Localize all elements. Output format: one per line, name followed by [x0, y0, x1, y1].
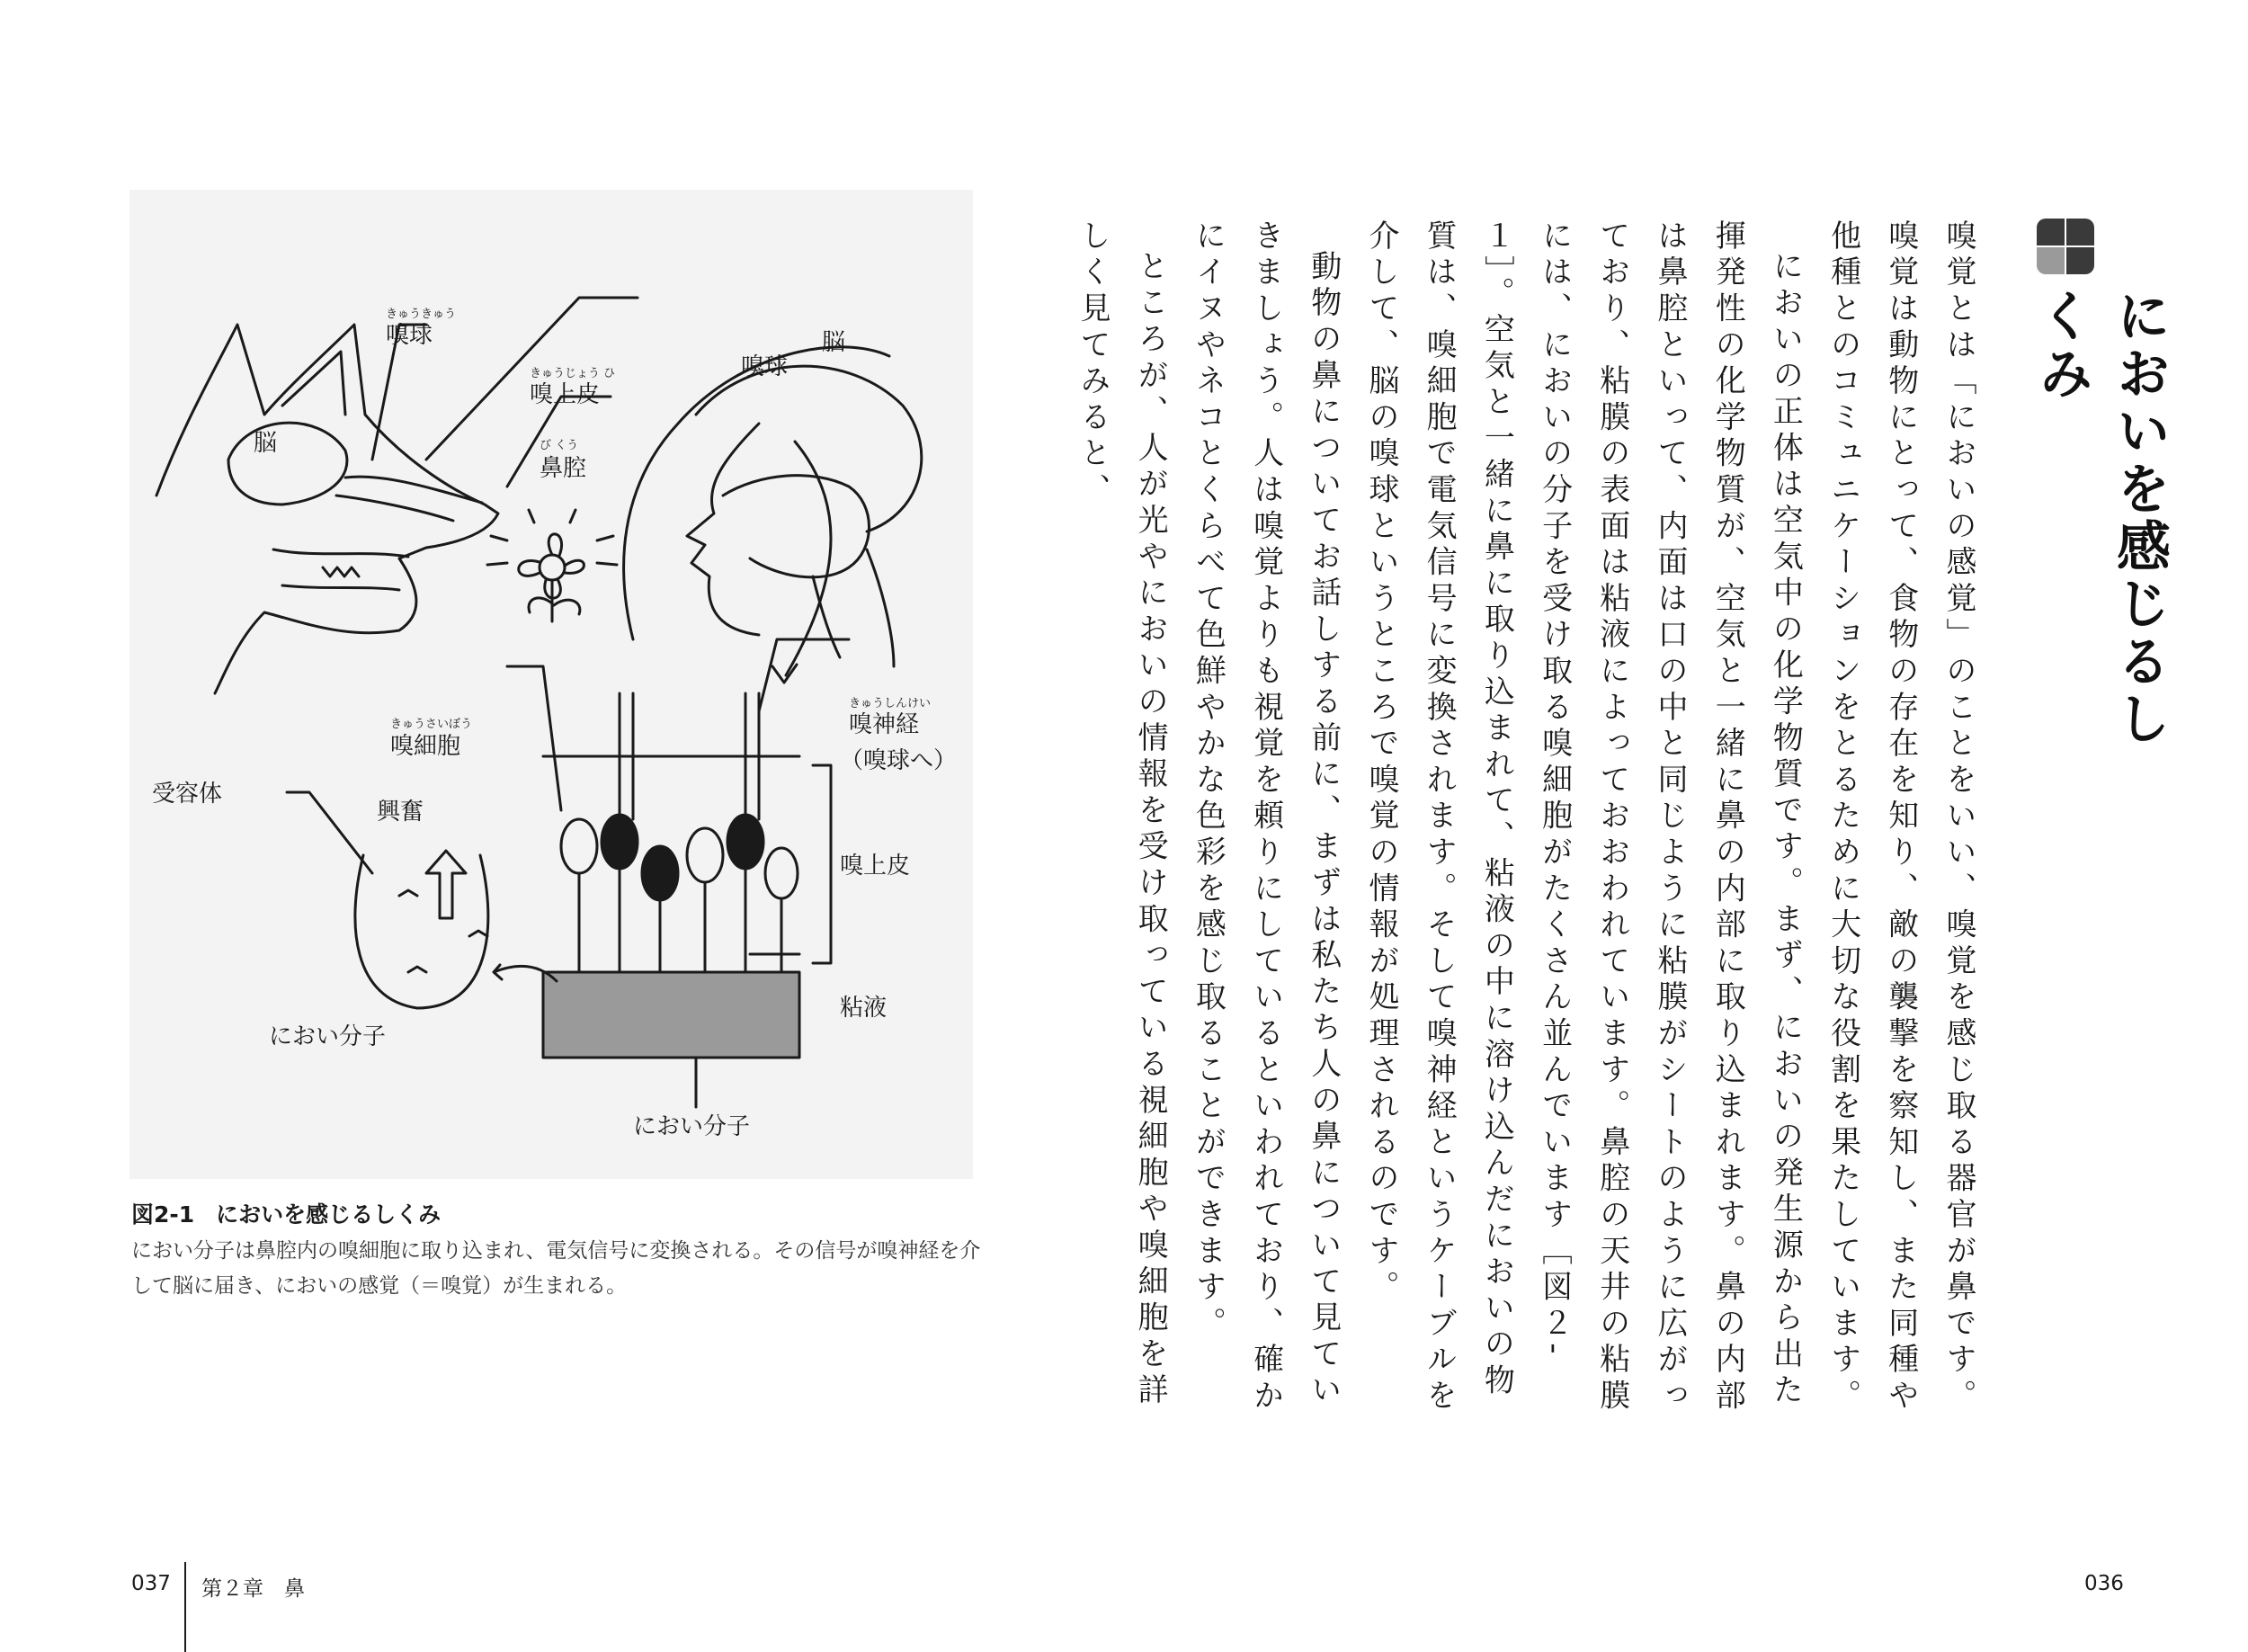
section-marker-icon	[2037, 219, 2094, 274]
human-nasal-cavity	[723, 476, 870, 577]
label-excitation: 興奮	[377, 799, 424, 826]
label-olfactory-nerve-ruby: きゅうしんけい	[849, 697, 932, 710]
dog-ear-inner	[282, 352, 345, 415]
flower-scent-lines	[487, 510, 617, 565]
paragraph-1: 嗅覚とは「においの感覚」のことをいい、嗅覚を感じ取る器官が鼻です。嗅覚は動物にとって、食物の存在を知り、敵の襲撃を察知し、また同種や他種とのコミュニケーションをとるために大切な役割を果たしています。	[1824, 219, 1976, 1415]
human-arrow-head	[772, 665, 797, 683]
label-olfactory-bulb-human: 嗅球	[741, 353, 789, 380]
label-olfactory-nerve: 嗅神経	[849, 711, 920, 738]
dog-teeth	[323, 567, 359, 576]
chapter-label: 第２章 鼻	[201, 1577, 305, 1601]
label-olfactory-cell-ruby: きゅうさいぼう	[390, 718, 473, 731]
human-head-outline	[624, 347, 889, 639]
dog-brain-outline	[228, 423, 347, 505]
receptor-cell-outline	[355, 855, 488, 1008]
excitation-arrow	[426, 851, 466, 918]
figure-title: においを感じるしくみ	[216, 1201, 442, 1228]
dog-nasal-passage	[336, 477, 482, 521]
receptor-sites	[399, 890, 487, 972]
label-brain-human: 脳	[822, 329, 846, 356]
paragraph-2: においの正体は空気中の化学物質です。まず、においの発生源から出た揮発性の化学物質が、空気と一緒に鼻の内部に取り込まれます。鼻の内部は鼻腔といって、内面は口の中と同じように粘膜がシートのように広がっており、粘膜の表面は粘液によっておおわれています。鼻腔の天井の粘膜には、においの分子を受け取る嗅細胞がたくさん並んでいます［図２-１］。空気と一緒に鼻に取り込まれて、粘液の中に溶け込んだにおいの物質は、嗅細胞で電気信号に変換されます。そして嗅神経というケーブルを介して、脳の嗅球というところで嗅覚の情報が処理されるのです。	[1362, 219, 1804, 1415]
label-receptor: 受容体	[152, 781, 223, 808]
footer-divider	[184, 1562, 186, 1652]
dog-head-outline	[156, 325, 498, 693]
figure-caption-title	[131, 1197, 441, 1229]
label-nasal-cavity-ruby: び くう	[540, 439, 579, 452]
label-olfactory-bulb-dog: 嗅球	[386, 322, 433, 349]
dendrites	[579, 869, 781, 972]
flower-center	[540, 555, 565, 580]
paragraph-3: 動物の鼻についてお話しする前に、まずは私たち人の鼻について見ていきましょう。人は嗅覚よりも視覚を頼りにしているといわれており、確かにイヌやネコとくらべて色鮮やかな色彩を感じ取ることができます。	[1190, 219, 1342, 1415]
label-epithelium-bracket: 嗅上皮	[840, 853, 911, 880]
label-odor-molecule-left: におい分子	[269, 1023, 387, 1050]
human-throat	[813, 549, 894, 666]
paragraph-4: ところが、人が光やにおいの情報を受け取っている視細胞や嗅細胞を詳しく見てみると、	[1074, 219, 1169, 1410]
olfaction-illustration	[129, 190, 973, 1179]
page-number-left: 037	[131, 1572, 171, 1595]
dog-jaw	[273, 549, 408, 590]
mucus-layer	[543, 972, 799, 1058]
label-olfactory-cell: 嗅細胞	[390, 733, 461, 760]
bracket-epithelium	[813, 765, 831, 963]
olfactory-cells	[561, 815, 798, 900]
label-olfactory-epithelium-ruby: きゅうじょう ひ	[530, 367, 616, 380]
label-to-bulb: （嗅球へ）	[840, 747, 958, 774]
human-brain-outline	[696, 366, 922, 531]
figure-panel	[129, 190, 973, 1179]
figure-number: 図2-1	[131, 1201, 195, 1228]
page-number-right: 036	[2084, 1572, 2124, 1595]
label-mucus: 粘液	[840, 995, 888, 1022]
human-face-profile	[687, 424, 759, 635]
label-olfactory-epithelium: 嗅上皮	[530, 381, 601, 408]
flower-stem	[529, 580, 580, 621]
label-nasal-cavity: 鼻腔	[540, 455, 587, 482]
section-title: においを感じるしくみ	[2030, 288, 2171, 748]
label-olfactory-bulb-dog-ruby: きゅうきゅう	[386, 308, 457, 321]
label-odor-molecule-bottom: におい分子	[633, 1113, 751, 1140]
body-text	[1074, 219, 1987, 1424]
label-brain-dog: 脳	[254, 430, 278, 457]
figure-caption-text: におい分子は鼻腔内の嗅細胞に取り込まれ、電気信号に変換される。その信号が嗅神経を介して脳に届き、においの感覚（＝嗅覚）が生まれる。	[131, 1239, 981, 1298]
